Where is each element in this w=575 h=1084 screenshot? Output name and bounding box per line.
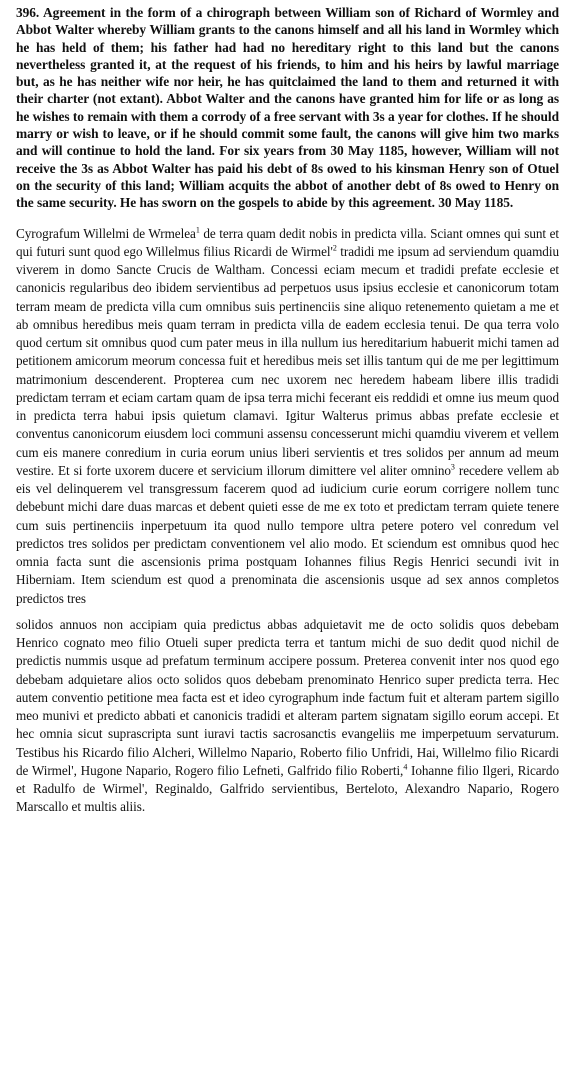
latin-text-segment: Iohanne filio Ilgeri, Ricardo et Radulfo de Wirmel', Reginaldo, Galfrido servientibus, Berteloto, Alexandro Napario, Rogero Marscallo et multis aliis.: [16, 762, 559, 815]
latin-text-segment: tradidi me ipsum ad serviendum quamdiu viverem in domo Sancte Crucis de Waltham. Concessi eciam mecum et tradidi prefate ecclesie et canonicis regularibus deo ibidem servientibus ad perpetuos usus ipsius ecclesie et canonicorum totam terram meam de predicta villa cum omnibus suis pertinenciis sine aliquo retenemento quietam a me et ab omnibus heredibus meis quam terram in predicta villa de eadem ecclesia tenui. De qua terra volo quod certum sit omnibus quod cum pater meus in illa nullum ius hereditarium habuerit michi tamen ad petitionem amicorum meorum concessa fuit et heredibus meis set illis tantum qui de me per legittimum matrimonium descenderent. Propterea cum nec uxorem nec heredem habeam libere illis tradidi predictam terram et eciam cartam quam de ipsa terra michi fecerant eis reddidi et omne ius meum quod in predicta terra habui ipsis quietum clamavi. Igitur Walterus primus abbas prefate ecclesie et conventus canonicorum eiusdem loci communi assensu concesserunt michi quamdiu viverem et vellem cum eis manere conredium in curia eorum unius liberi servientis et tres solidos per annum ad meum vestire. Et si forte uxorem ducere et servicium illorum dimittere vel aliter omnino: [16, 243, 560, 478]
latin-text-paragraph-1: [16, 225, 559, 608]
latin-text-paragraph-2: [16, 616, 559, 817]
document-page: [16, 4, 559, 817]
english-summary-paragraph: 396. Agreement in the form of a chirograph between William son of Richard of Wormley and Abbot Walter whereby William grants to the canons himself and all his land in Wormley which he has held of them; his father had had no hereditary right to this land but the canons nevertheless granted it, at the request of his friends, to him and his heirs by lawful marriage but, as he has neither wife nor heir, he has quitclaimed the land to them and returned it with their charter (not extant). Abbot Walter and the canons have granted him for life or as long as he wishes to remain with them a corrody of a free servant with 3s a year for clothes. If he should marry or wish to leave, or if he should commit some fault, the canons will give him two marks and will continue to hold the land. For six years from 30 May 1185, however, William will not receive the 3s as Abbot Walter has paid his debt of 8s owed to his kinsman Henry son of Otuel on the security of this land; William acquits the abbot of another debt of 8s owed to Henry on the same security. He has sworn on the gospels to abide by this agreement. 30 May 1185.: [16, 5, 559, 211]
latin-text-segment: solidos annuos non accipiam quia predictus abbas adquietavit me de octo solidis quos debebam Henrico cognato meo filio Otueli super predicta terra et tantum michi de suo dedit quod nichil de predictis nummis usque ad prefatum terminum accipere possum. Preterea convenit inter nos quod ego debebam adquietare alios octo solidos quos debebam prenominato Henrico super predicta terra. Hec autem conventio petitione mea facta est et ideo cyrographum inde factum fuit et alteram partem sigillo meo munivi et predicto abbati et canonicis tradidi et alteram partem signatam sigillo eorum accepi. Et hec omnia sicut suprascripta sunt iuravi tactis sacrosanctis evangeliis me imperpetuum servaturum. Testibus his Ricardo filio Alcheri, Willelmo Napario, Roberto filio Unfridi, Hai, Willelmo filio Ricardi de Wirmel', Hugone Napario, Rogero filio Lefneti, Galfrido filio Roberti,: [16, 616, 559, 778]
footnote-marker: 3: [450, 462, 455, 472]
latin-text-segment: Cyrografum Willelmi de Wrmelea: [16, 225, 196, 241]
latin-text-segment: recedere vellem ab eis vel delinquerem vel transgressum facerem quod ad iudicium curie eorum corrigere nollem tunc debebunt michi dare duas marcas et debent quieti esse de me ex toto et predictam terram quiete tenere cum suis pertinenciis inperpetuum ita quod nullo tempore ultra petere poterο vel conredum vel predictos tres solidos per predictam conventionem vel alio modo. Et sciendum est omnibus quod hec omnia facta sunt die ascensionis prima postquam Iohannes filius Regis Henrici secundi ivit in Hiberniam. Item sciendum est quod a prenominata die ascensionis usque ad sex annos completos predictos tres: [16, 462, 559, 606]
footnote-marker: 1: [195, 225, 200, 235]
latin-text-segment: de terra quam dedit nobis in predicta villa. Sciant omnes qui sunt et qui futuri sunt quod ego Willelmus filius Ricardi de Wirmel': [16, 225, 559, 259]
footnote-marker: 4: [403, 762, 408, 772]
footnote-marker: 2: [332, 243, 337, 253]
